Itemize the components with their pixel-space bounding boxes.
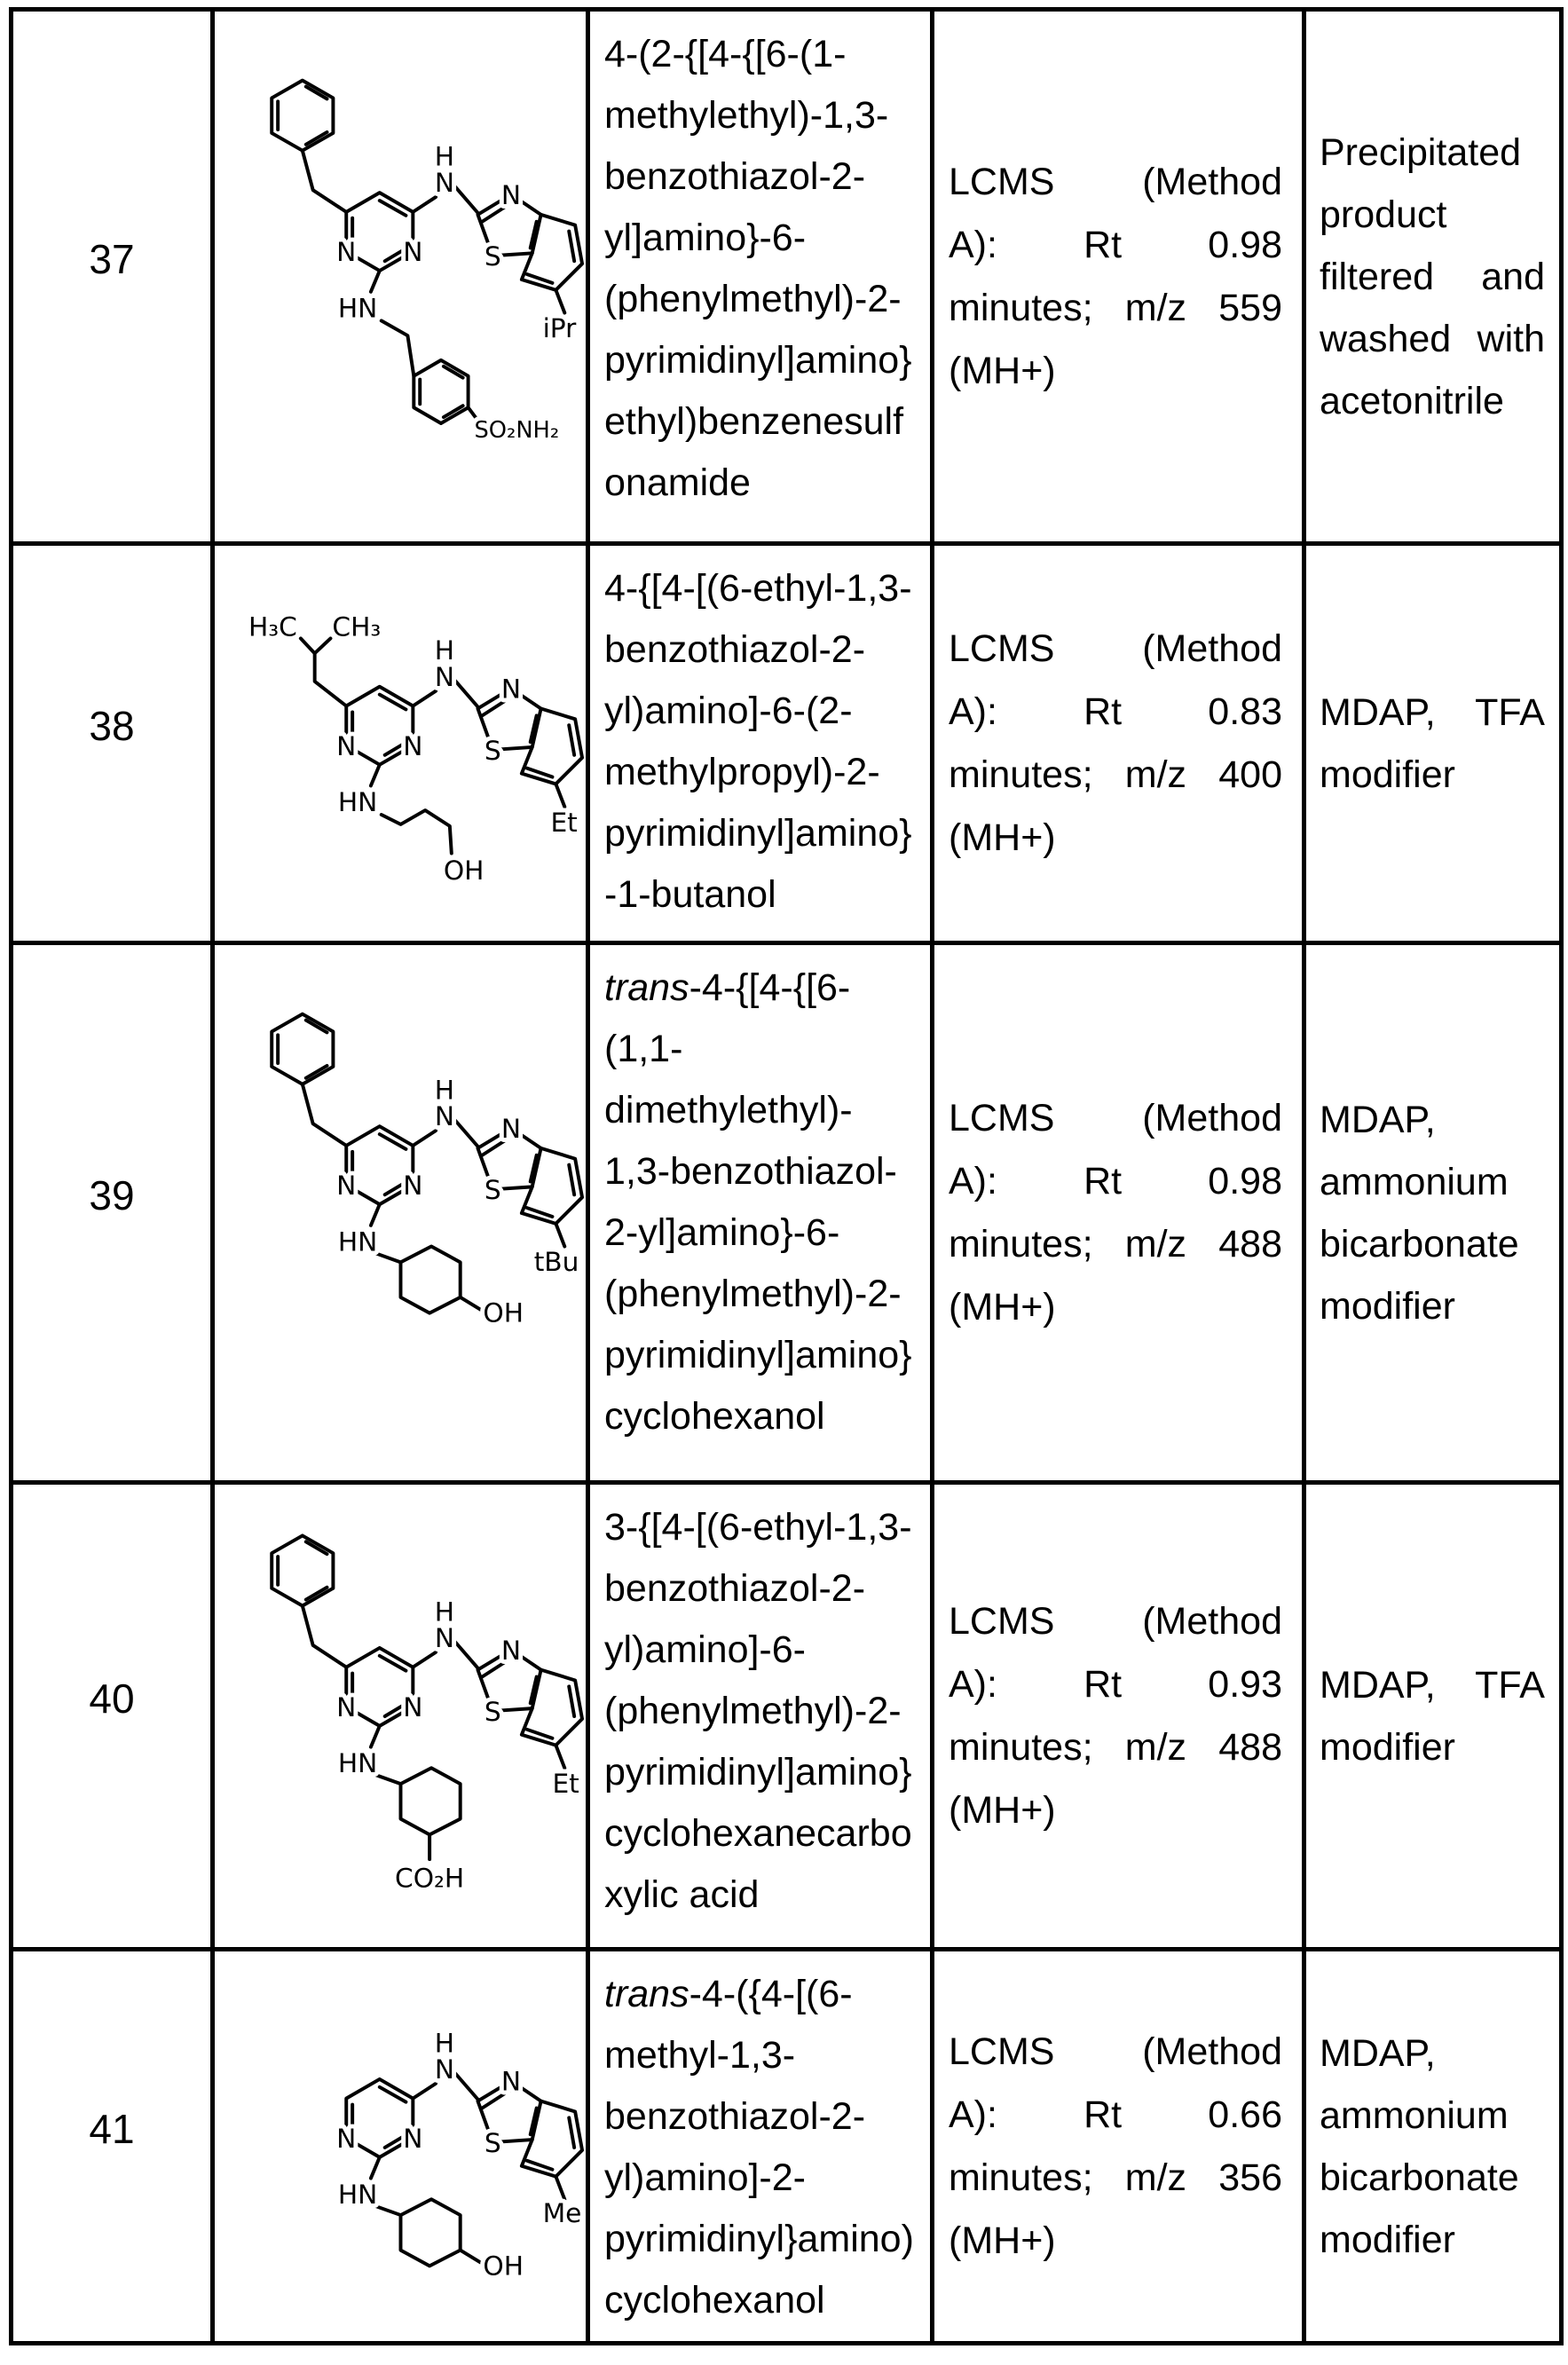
compound-number: 37	[89, 235, 135, 282]
text-line: pyrimidinyl]amino}	[604, 339, 912, 382]
amine-n-label: N	[434, 2053, 454, 2085]
text-line: (phenylmethyl)-2-	[604, 1273, 902, 1315]
hydroxyl-label: OH	[483, 1297, 524, 1328]
text-line: benzothiazol-2-	[604, 628, 866, 671]
ethyl-linker-bonds	[382, 320, 414, 375]
structure-cell	[215, 546, 590, 945]
hn-label: HN	[337, 292, 378, 324]
text-line: benzothiazol-2-	[604, 155, 866, 198]
benzyl-phenyl-double-bonds	[278, 1541, 327, 1599]
text-line: modifier	[1320, 2218, 1455, 2261]
hn-cyclohexyl-bond	[376, 1253, 401, 1262]
hn-bond	[371, 765, 380, 786]
text-line: yl]amino}-6-	[604, 217, 807, 259]
thiazole-n-label: N	[500, 673, 522, 705]
substituent-bond	[555, 290, 564, 313]
amine-h-label: H	[434, 1596, 455, 1628]
hydroxyl-bond	[461, 2251, 481, 2263]
hn-label: HN	[337, 786, 378, 818]
amine-n-label: N	[434, 1100, 454, 1132]
substituent-label: iPr	[542, 312, 577, 344]
compound-number-cell	[13, 945, 215, 1485]
text-line: trans-4-{[4-{[6-	[604, 966, 851, 1009]
pyrimidine-double-bonds	[352, 1656, 406, 1716]
structure-cell	[215, 12, 590, 546]
text-line: ethyl)benzenesulf	[604, 400, 904, 443]
hydroxyl-label: OH	[443, 855, 485, 887]
text-line: LCMS (Method	[949, 1599, 1282, 1643]
pyrimidine-n1-label: N	[336, 2122, 357, 2154]
hydroxyl-label: OH	[483, 2250, 524, 2282]
text-line: yl)amino]-6-	[604, 1628, 806, 1671]
compound-number-cell	[13, 1485, 215, 1951]
pyrimidine-n1-label: N	[336, 1170, 357, 1202]
thiazole-s-label: S	[484, 1174, 501, 1206]
text-line: (phenylmethyl)-2-	[604, 1690, 902, 1732]
text-line: LCMS (Method	[949, 1096, 1282, 1139]
hn-bond	[371, 271, 380, 292]
amine-n-label: N	[434, 167, 454, 199]
thiazole-s-label: S	[484, 240, 501, 272]
text-line: modifier	[1320, 753, 1455, 796]
sulfonamide-phenyl-double-bonds	[420, 367, 462, 417]
substituent-label: Me	[542, 2196, 582, 2228]
pyrimidine-n1-label: N	[336, 236, 357, 268]
pyrimidine-n1-label: N	[336, 1691, 357, 1723]
lcms-cell	[934, 12, 1306, 546]
text-line: ammonium	[1320, 1160, 1509, 1203]
pyrimidine-n1-label: N	[336, 729, 357, 761]
text-line: (MH+)	[949, 2219, 1056, 2262]
pyrimidine-n3-label: N	[403, 2122, 423, 2154]
pyrimidine-n3-label: N	[403, 236, 423, 268]
pyrimidine-double-bonds	[352, 2087, 406, 2148]
structure-40-drawing	[215, 1485, 586, 1947]
text-line: ammonium	[1320, 2093, 1509, 2137]
substituent-bond	[555, 784, 564, 807]
text-line: yl)amino]-6-(2-	[604, 690, 853, 732]
structure-cell	[215, 945, 590, 1485]
pyrimidine-n3-label: N	[403, 1691, 423, 1723]
text-line: A): Rt 0.98	[949, 223, 1282, 266]
text-line: cyclohexanol	[604, 2279, 825, 2322]
cyclohexane-ring	[400, 1247, 460, 1313]
cyclohexane-ring	[400, 1768, 460, 1834]
purification-cell	[1306, 546, 1564, 945]
lcms-cell	[934, 546, 1306, 945]
benzyl-phenyl-ring	[272, 1014, 333, 1084]
text-line: benzothiazol-2-	[604, 2095, 866, 2138]
text-line: A): Rt 0.93	[949, 1662, 1282, 1706]
structure-41-drawing	[215, 1951, 586, 2341]
thiazole-n-label: N	[500, 1634, 522, 1666]
text-line: minutes; m/z 559	[949, 286, 1282, 329]
amine-h-label: H	[434, 1074, 455, 1106]
text-line: cyclohexanol	[604, 1395, 825, 1438]
butanol-chain-bonds	[382, 810, 452, 853]
text-line: (MH+)	[949, 1285, 1056, 1328]
text-line: acetonitrile	[1320, 379, 1504, 422]
hn-bond	[371, 1204, 380, 1226]
text-line: modifier	[1320, 1725, 1455, 1769]
text-line: pyrimidinyl}amino)	[604, 2218, 914, 2260]
amine-h-label: H	[434, 2027, 455, 2059]
text-line: minutes; m/z 488	[949, 1222, 1282, 1265]
structure-cell	[215, 1485, 590, 1951]
text-line: modifier	[1320, 1284, 1455, 1328]
text-line: MDAP,	[1320, 1098, 1436, 1141]
benzyl-linker-bond	[303, 151, 346, 212]
text-line: MDAP,	[1320, 2031, 1436, 2075]
thiazole-s-label: S	[484, 734, 501, 766]
text-line: methyl-1,3-	[604, 2034, 796, 2077]
text-line: Precipitated	[1320, 130, 1522, 174]
compound-table	[9, 7, 1564, 2345]
pyrimidine-double-bonds	[352, 201, 406, 261]
compound-name-cell	[590, 546, 934, 945]
benzyl-phenyl-double-bonds	[278, 87, 327, 145]
compound-number: 38	[89, 702, 135, 749]
text-line: MDAP, TFA	[1320, 1663, 1545, 1707]
text-line: yl)amino]-2-	[604, 2156, 806, 2199]
purification-cell	[1306, 1951, 1564, 2345]
methyl-ch3-label: CH₃	[332, 611, 382, 642]
text-line: 1,3-benzothiazol-	[604, 1150, 897, 1193]
thiazole-s-label: S	[484, 2126, 501, 2158]
hn-bond	[371, 2157, 380, 2179]
structure-39-drawing	[215, 945, 586, 1480]
substituent-bond	[555, 1224, 564, 1247]
text-line: (1,1-	[604, 1028, 683, 1070]
lcms-cell	[934, 945, 1306, 1485]
amine-n-label: N	[434, 660, 454, 692]
text-line: (MH+)	[949, 349, 1056, 392]
text-line: 4-(2-{[4-{[6-(1-	[604, 33, 847, 75]
thiazole-n-label: N	[500, 2065, 522, 2097]
text-line: A): Rt 0.83	[949, 690, 1282, 733]
compound-number: 40	[89, 1675, 135, 1722]
amine-h-label: H	[434, 635, 455, 666]
compound-name-cell	[590, 12, 934, 546]
structure-cell	[215, 1951, 590, 2345]
text-line: methylpropyl)-2-	[604, 751, 880, 793]
purification-cell	[1306, 945, 1564, 1485]
text-line: cyclohexanecarbo	[604, 1812, 912, 1855]
compound-number: 41	[89, 2105, 135, 2152]
thiazole-s-label: S	[484, 1695, 501, 1727]
text-line: A): Rt 0.98	[949, 1159, 1282, 1202]
text-line: (phenylmethyl)-2-	[604, 278, 902, 320]
benzyl-phenyl-double-bonds	[278, 1021, 327, 1078]
substituent-label: tBu	[533, 1246, 579, 1278]
compound-number: 39	[89, 1171, 135, 1218]
substituent-label: Et	[550, 806, 578, 838]
text-line: LCMS (Method	[949, 627, 1282, 670]
text-line: A): Rt 0.66	[949, 2093, 1282, 2136]
substituent-label: Et	[552, 1767, 579, 1799]
text-line: 4-{[4-[(6-ethyl-1,3-	[604, 567, 912, 610]
text-line: benzothiazol-2-	[604, 1567, 866, 1610]
compound-number-cell	[13, 12, 215, 546]
carboxyl-label: CO₂H	[395, 1862, 465, 1894]
text-line: xylic acid	[604, 1873, 760, 1916]
text-line: onamide	[604, 461, 751, 504]
text-line: 2-yl]amino}-6-	[604, 1211, 840, 1254]
substituent-bond	[555, 1746, 564, 1769]
thiazole-n-label: N	[500, 178, 522, 210]
methyl-h3c-label: H₃C	[248, 611, 297, 642]
pyrimidine-double-bonds	[352, 1134, 406, 1194]
hn-label: HN	[337, 2179, 378, 2211]
cyclohexane-ring	[400, 2199, 460, 2266]
pyrimidine-double-bonds	[352, 695, 406, 755]
sulfonamide-phenyl-ring	[414, 360, 468, 423]
structure-38-drawing	[215, 546, 586, 941]
text-line: bicarbonate	[1320, 1222, 1519, 1265]
text-line: LCMS (Method	[949, 2030, 1282, 2073]
benzyl-phenyl-ring	[272, 81, 333, 151]
hn-label: HN	[337, 1226, 378, 1257]
lcms-cell	[934, 1485, 1306, 1951]
amine-n-label: N	[434, 1621, 454, 1653]
text-line: bicarbonate	[1320, 2156, 1519, 2199]
benzyl-linker-bond	[303, 1605, 346, 1667]
text-line: methylethyl)-1,3-	[604, 94, 889, 137]
compound-name-cell	[590, 1485, 934, 1951]
text-line: (MH+)	[949, 1788, 1056, 1832]
text-line: trans-4-({4-[(6-	[604, 1973, 853, 2015]
text-line: minutes; m/z 488	[949, 1725, 1282, 1769]
text-line: minutes; m/z 356	[949, 2156, 1282, 2199]
hn-cyclohexyl-bond	[376, 1775, 401, 1784]
text-line: product	[1320, 193, 1447, 236]
benzyl-phenyl-ring	[272, 1535, 333, 1605]
compound-number-cell	[13, 546, 215, 945]
text-line: minutes; m/z 400	[949, 753, 1282, 796]
compound-name-cell	[590, 945, 934, 1485]
hn-bond	[371, 1726, 380, 1747]
structure-37-drawing	[215, 12, 586, 541]
text-line: LCMS (Method	[949, 160, 1282, 203]
text-line: pyrimidinyl]amino}	[604, 812, 912, 855]
text-line: (MH+)	[949, 816, 1056, 859]
text-line: -1-butanol	[604, 873, 776, 916]
text-line: dimethylethyl)-	[604, 1089, 853, 1131]
purification-cell	[1306, 1485, 1564, 1951]
hn-label: HN	[337, 1747, 378, 1779]
isobutyl-bonds	[301, 638, 346, 706]
text-line: 3-{[4-[(6-ethyl-1,3-	[604, 1506, 912, 1549]
substituent-bond	[555, 2177, 564, 2200]
text-line: MDAP, TFA	[1320, 690, 1545, 734]
benzyl-linker-bond	[303, 1084, 346, 1146]
hydroxyl-bond	[461, 1297, 481, 1310]
lcms-cell	[934, 1951, 1306, 2345]
pyrimidine-n3-label: N	[403, 729, 423, 761]
compound-name-cell	[590, 1951, 934, 2345]
thiazole-n-label: N	[500, 1113, 522, 1145]
pyrimidine-n3-label: N	[403, 1170, 423, 1202]
text-line: filtered and	[1320, 255, 1545, 298]
text-line: pyrimidinyl]amino}	[604, 1751, 912, 1793]
sulfonamide-label: SO₂NH₂	[474, 416, 560, 444]
text-line: pyrimidinyl]amino}	[604, 1334, 912, 1376]
hn-cyclohexyl-bond	[376, 2206, 401, 2215]
amine-h-label: H	[434, 140, 455, 172]
text-line: washed with	[1320, 317, 1545, 360]
purification-cell	[1306, 12, 1564, 546]
compound-number-cell	[13, 1951, 215, 2345]
